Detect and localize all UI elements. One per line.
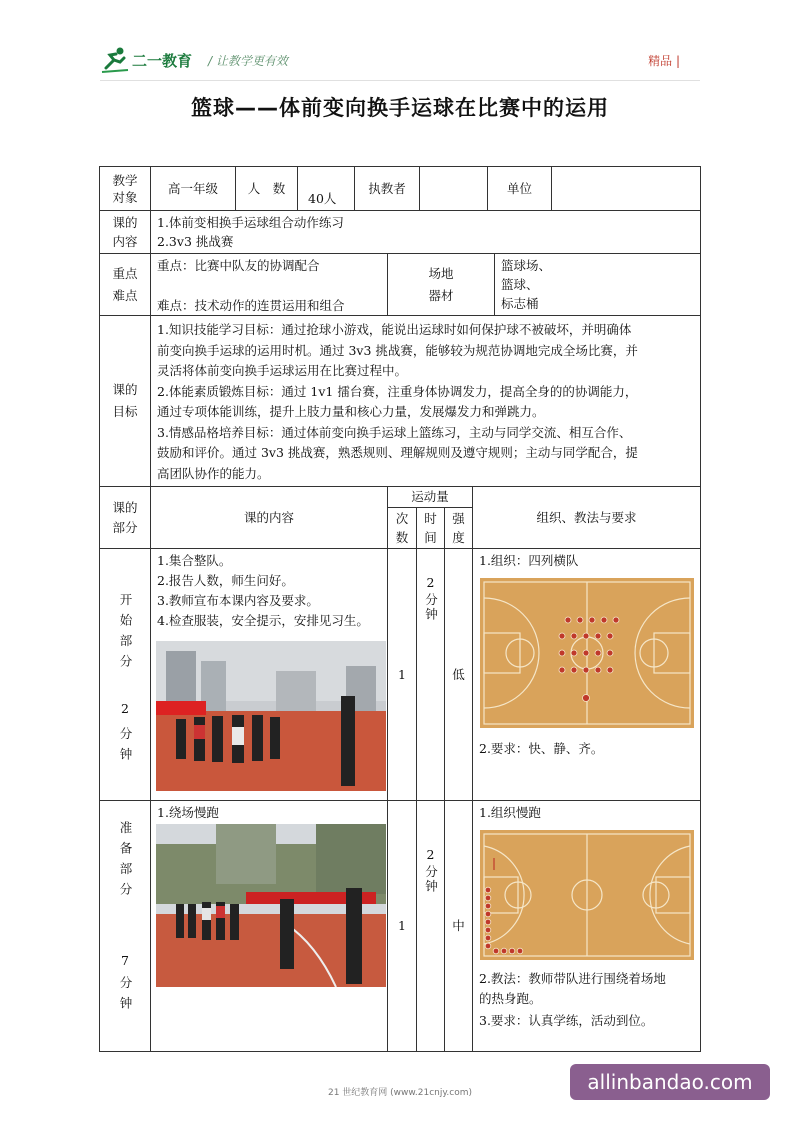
section1-time: [416, 548, 445, 801]
section2-times: 1: [387, 800, 417, 1052]
court-formation-diagram: [480, 578, 694, 728]
count-label: 人 数: [235, 166, 298, 211]
runner-logo-icon: [100, 46, 130, 74]
section1-minutes: 2: [121, 701, 129, 716]
venue-line-3: 标志桶: [501, 296, 539, 311]
section1-org: [472, 548, 701, 801]
goal-line: 1.知识技能学习目标：通过抢球小游戏，能说出运球时如何保护球不被破坏，并明确体: [157, 322, 632, 337]
venue-label: [387, 253, 495, 316]
time-header-text: 时间: [424, 511, 437, 545]
section2-part-name: [100, 821, 150, 909]
goal-line: 2.体能素质锻炼目标：通过 1v1 擂台赛，注重身体协调发力，提高全身的的协调能力，: [157, 383, 638, 399]
unit-label: 单位: [487, 166, 552, 211]
section1-part-name: [100, 593, 150, 681]
goal-line: 通过专项体能训练，提升上肢力量和核心力量，发展爆发力和弹跳力。: [157, 404, 545, 419]
content-cell: [150, 210, 701, 254]
section1-org-title: 1.组织：四列横队: [479, 553, 579, 568]
goal-line: 高团队协作的能力。: [157, 465, 270, 481]
jogging-photo: [156, 824, 386, 987]
venue-line-1: 篮球场、: [501, 258, 552, 273]
goal-line: 鼓励和评价。通过 3v3 挑战赛，熟悉规则、理解规则及遵守规则；主动与同学配合，提: [157, 445, 638, 460]
section2-time-value: 2: [426, 847, 435, 862]
section2-minutes: 7: [121, 953, 129, 968]
goal-line: 前变向换手运球的运用时机。通过 3v3 挑战赛，能够较为规范协调地完成全场比赛，并: [157, 342, 638, 358]
key-point: 重点：比赛中队友的协调配合: [157, 258, 320, 273]
venue-label-text: 场地器材: [428, 265, 454, 303]
section2-time: [416, 800, 445, 1052]
content-label: [99, 210, 151, 254]
section1-time-unit: [417, 593, 444, 628]
grade-value: 高一年级: [150, 166, 236, 211]
section2-line: 1.绕场慢跑: [157, 805, 219, 820]
unit-value: [551, 166, 701, 211]
section1-line: 3.教师宣布本课内容及要求。: [157, 593, 319, 608]
goals-label: [99, 315, 151, 487]
section1-min-unit: [100, 727, 150, 774]
court-jogging-diagram: [480, 830, 694, 960]
teacher-value: [419, 166, 488, 211]
brand-slogan: / 让教学更有效: [208, 54, 288, 68]
intensity-header: [444, 507, 473, 549]
content-label-text: 课的内容: [112, 215, 138, 249]
venue-cell: [494, 253, 701, 316]
section2-requirement: 3.要求：认真学练，活动到位。: [479, 1013, 654, 1028]
section1-time-unit-text: 分钟: [423, 593, 439, 622]
org-header: 组织、教法与要求: [472, 486, 701, 549]
section1-min-unit-text: 分钟: [118, 727, 133, 768]
page-title: 篮球——体前变向换手运球在比赛中的运用: [191, 96, 609, 120]
section1-line: 4.检查服装，安全提示，安排见习生。: [157, 613, 369, 628]
brand-name: 二一教育: [132, 52, 193, 70]
section2-time-unit-text: 分钟: [423, 865, 439, 894]
content-line-2: 2.3v3 挑战赛: [157, 234, 234, 249]
section1-part: [99, 548, 151, 801]
section1-times: 1: [387, 548, 417, 801]
section1-requirement: 2.要求：快、静、齐。: [479, 741, 604, 756]
intensity-header-text: 强度: [452, 511, 465, 545]
section2-min-unit: [100, 976, 150, 1023]
goal-line: 灵活将体前变向换手运球运用在比赛过程中。: [157, 363, 408, 378]
key-label-text: 重点难点: [112, 265, 138, 303]
part-header-text: 课的部分: [112, 499, 138, 535]
count-cell: [297, 166, 355, 211]
target-label-text: 教学对象: [112, 172, 138, 205]
section2-org-title: 1.组织慢跑: [479, 805, 541, 820]
goals-cell: [150, 315, 701, 487]
section2-time-unit: [417, 865, 444, 900]
section2-intensity: 中: [444, 800, 473, 1052]
assembly-photo: [156, 641, 386, 791]
difficult-point: 难点：技术动作的连贯运用和组合: [157, 298, 345, 313]
section2-method-line-2: 的热身跑。: [479, 991, 542, 1006]
section2-org: [472, 800, 701, 1052]
times-header: [387, 507, 417, 549]
section1-intensity: 低: [444, 548, 473, 801]
section2-part: [99, 800, 151, 1052]
load-header: 运动量: [387, 486, 473, 508]
section2-part-text: 准备部分: [118, 821, 133, 903]
target-label: [99, 166, 151, 211]
goals-label-text: 课的目标: [112, 382, 138, 419]
section2-method-line-1: 2.教法：教师带队进行围绕着场地: [479, 971, 666, 986]
part-header: [99, 486, 151, 549]
watermark: allinbandao.com: [570, 1064, 770, 1100]
section1-time-value: 2: [426, 575, 435, 590]
venue-line-2: 篮球、: [501, 277, 539, 292]
section1-line: 1.集合整队。: [157, 553, 232, 568]
key-label: [99, 253, 151, 316]
times-header-text: 次数: [395, 511, 409, 545]
goal-line: 3.情感品格培养目标：通过体前变向换手运球上篮练习，主动与同学交流、相互合作、: [157, 424, 632, 440]
section1-line: 2.报告人数，师生问好。: [157, 573, 294, 588]
count-value: 40人: [308, 191, 337, 206]
section2-min-unit-text: 分钟: [118, 976, 133, 1017]
key-cell: [150, 253, 388, 316]
section1-part-text: 开始部分: [118, 593, 133, 675]
content-header: 课的内容: [150, 486, 388, 549]
quality-badge: 精品 |: [648, 54, 680, 68]
content-line-1: 1.体前变相换手运球组合动作练习: [157, 215, 344, 230]
page-footer: 21 世纪教育网 (www.21cnjy.com): [327, 1088, 473, 1098]
page-header: [100, 44, 700, 78]
teacher-label: 执教者: [354, 166, 420, 211]
time-header: [416, 507, 445, 549]
header-divider: [100, 80, 700, 81]
